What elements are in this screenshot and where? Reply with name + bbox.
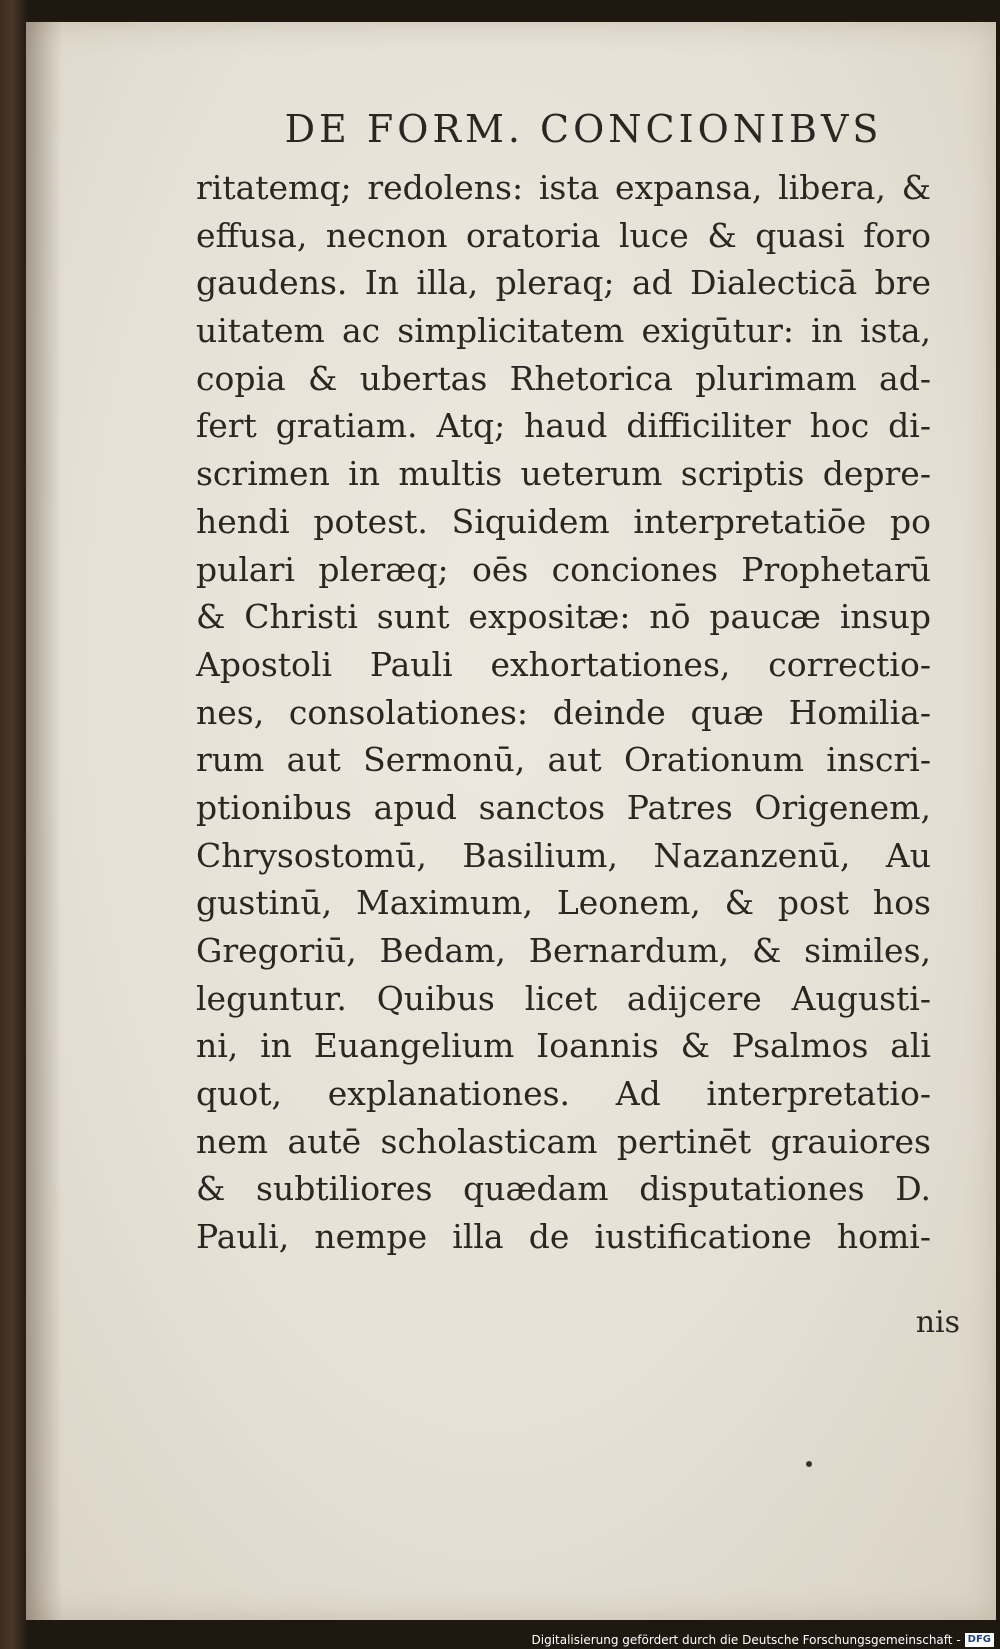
text-line: gaudens. In illa, pleraq; ad Dialecticā bre bbox=[196, 263, 931, 303]
text-line: ni, in Euangelium Ioannis & Psalmos ali bbox=[196, 1026, 931, 1066]
credit-text: Digitalisierung gefördert durch die Deutsche Forschungsgemeinschaft - bbox=[531, 1633, 961, 1647]
text-line: & subtiliores quædam disputationes D. bbox=[196, 1169, 931, 1209]
text-line: copia & ubertas Rhetorica plurimam ad- bbox=[196, 358, 931, 398]
text-line: gustinū, Maximum, Leonem, & post hos bbox=[196, 883, 931, 923]
text-line: Apostoli Pauli exhortationes, correctio- bbox=[196, 644, 931, 684]
text-line: scrimen in multis ueterum scriptis depre- bbox=[196, 454, 931, 494]
text-line: uitatem ac simplicitatem exigūtur: in ista, bbox=[196, 311, 931, 351]
text-line: nes, consolationes: deinde quæ Homilia- bbox=[196, 692, 931, 732]
ink-speck bbox=[806, 1461, 812, 1467]
spine-shadow bbox=[26, 22, 62, 1620]
text-line: rum aut Sermonū, aut Orationum inscri- bbox=[196, 740, 931, 780]
running-header: DE FORM. CONCIONIBVS bbox=[284, 107, 883, 151]
text-line: Chrysostomū, Basilium, Nazanzenū, Au bbox=[196, 835, 931, 875]
text-line: leguntur. Quibus licet adijcere Augusti- bbox=[196, 978, 931, 1018]
text-line: hendi potest. Siquidem interpretatiōe po bbox=[196, 501, 931, 541]
text-line: fert gratiam. Atq; haud difficiliter hoc di- bbox=[196, 406, 931, 446]
text-line: ritatemq; redolens: ista expansa, libera, & bbox=[196, 168, 931, 207]
digitization-credit bbox=[532, 1633, 995, 1647]
text-line: ptionibus apud sanctos Patres Origenem, bbox=[196, 787, 931, 827]
text-line: pulari pleræq; oēs conciones Prophetarū bbox=[196, 549, 931, 589]
text-line: & Christi sunt expositæ: nō paucæ insup bbox=[196, 597, 931, 637]
catchword: nis bbox=[915, 1305, 960, 1340]
text-line: quot, explanationes. Ad interpretatio- bbox=[196, 1074, 931, 1114]
page-text-block bbox=[196, 100, 931, 1261]
text-line: Pauli, nempe illa de iustificatione homi- bbox=[196, 1217, 931, 1257]
text-lines bbox=[196, 164, 931, 1261]
dfg-logo: DFG bbox=[965, 1633, 994, 1647]
text-line: Gregoriū, Bedam, Bernardum, & similes, bbox=[196, 931, 931, 970]
text-line: effusa, necnon oratoria luce & quasi foro bbox=[196, 215, 931, 255]
text-line: nem autē scholasticam pertinēt grauiores bbox=[196, 1121, 931, 1161]
